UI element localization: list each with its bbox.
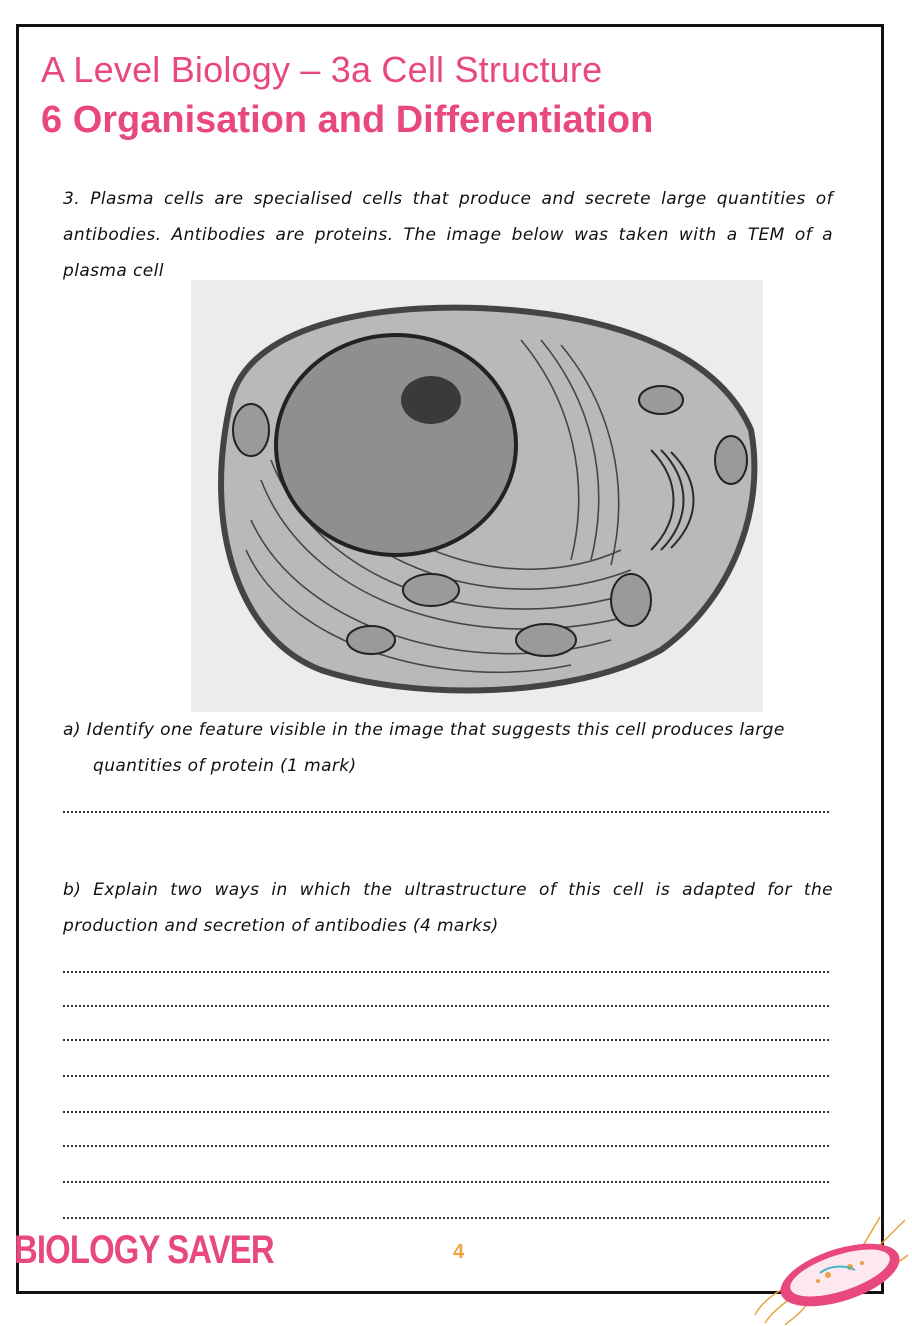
answer-line-b6[interactable] xyxy=(63,1145,829,1147)
page-subtitle: 6 Organisation and Differentiation xyxy=(41,99,654,141)
question-a-line2: quantities of protein (1 mark) xyxy=(93,756,357,776)
page-title: A Level Biology – 3a Cell Structure xyxy=(41,49,603,90)
answer-line-b4[interactable] xyxy=(63,1075,829,1077)
answer-line-b8[interactable] xyxy=(63,1217,829,1219)
answer-line-b5[interactable] xyxy=(63,1111,829,1113)
page-number: 4 xyxy=(453,1241,465,1263)
question-b-text: b) Explain two ways in which the ultrastructure of this cell is adapted for the production and secretion of antibodies (4 marks) xyxy=(63,880,833,936)
bacterium-illustration-icon xyxy=(750,1215,910,1325)
biology-saver-logo: BIOLOGY SAVER xyxy=(14,1228,274,1272)
answer-line-b1[interactable] xyxy=(63,971,829,973)
question-a-label: a) xyxy=(63,720,81,740)
worksheet-page xyxy=(16,24,884,1294)
question-a-line1: Identify one feature visible in the image that suggests this cell produces large xyxy=(86,720,785,740)
tem-plasma-cell-image xyxy=(191,280,763,712)
answer-line-b3[interactable] xyxy=(63,1039,829,1041)
answer-line-a[interactable] xyxy=(63,811,829,813)
question-a xyxy=(63,712,833,784)
question-3-text: 3. Plasma cells are specialised cells that produce and secrete large quantities of antibodies. Antibodies are proteins. The image below was taken with a TEM of a plasma cell xyxy=(63,189,833,281)
answer-line-b7[interactable] xyxy=(63,1181,829,1183)
answer-line-b2[interactable] xyxy=(63,1005,829,1007)
